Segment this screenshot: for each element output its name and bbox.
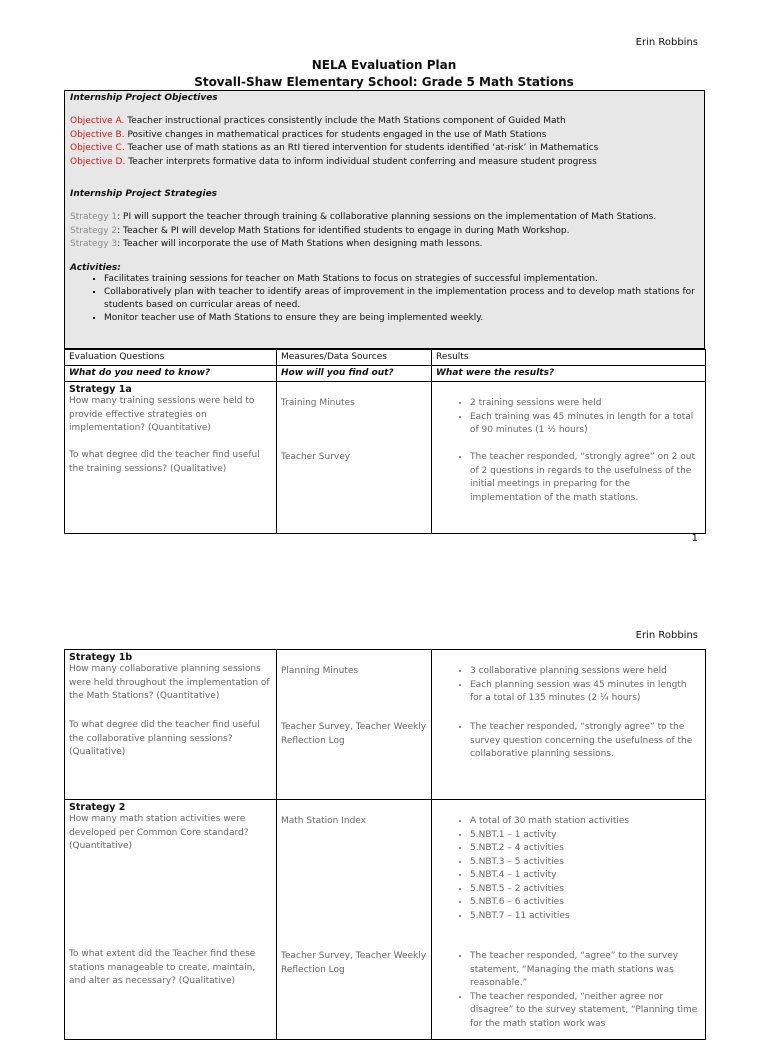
column-header: Measures/Data Sources: [277, 350, 432, 366]
question-cell: [65, 650, 277, 800]
result-item: • 5.NBT.3 – 5 activities: [470, 856, 701, 870]
strategy-label: Strategy 1a: [69, 384, 132, 395]
results-list: [436, 721, 701, 762]
result-item: • 5.NBT.5 – 2 activities: [470, 883, 701, 897]
result-item: • 5.NBT.1 – 1 activity: [470, 829, 701, 843]
question-text: How many training sessions were held to provide effective strategies on implementation? (Quantitative): [69, 396, 255, 433]
activity-item: ▪ Monitor teacher use of Math Stations to ensure they are being implemented weekly.: [104, 312, 699, 325]
result-item: • The teacher responded, “strongly agree” to the survey question concerning the usefulness of the collaborative planning sessions.: [470, 721, 701, 762]
question-cell: [65, 800, 277, 1040]
activity-item: ▪ Facilitates training sessions for teacher on Math Stations to focus on strategies of successful implementation.: [104, 273, 699, 286]
objective-text: Teacher use of math stations as an RtI tiered intervention for students identified ‘at-risk’ in Mathematics: [124, 143, 599, 153]
table-subheader-row: [65, 366, 706, 382]
activities-heading: Activities:: [70, 262, 121, 273]
results-list: [436, 397, 701, 451]
author-name: Erin Robbins: [635, 630, 698, 641]
strategy-label: Strategy 3: [70, 239, 118, 249]
strategy-text: : Teacher will incorporate the use of Math Stations when designing math lessons.: [117, 239, 483, 249]
objective-c: [70, 142, 699, 156]
strategy-label: Strategy 2: [70, 225, 118, 236]
objective-b: [70, 129, 699, 143]
objective-text: Teacher instructional practices consistently include the Math Stations component of Guided Math: [124, 116, 566, 126]
author-name: Erin Robbins: [635, 37, 698, 48]
strategies-box: [64, 187, 705, 349]
result-item: • A total of 30 math station activities: [470, 815, 701, 829]
table-row-strategy-2: [65, 800, 706, 1040]
measure-text: Planning Minutes: [281, 666, 359, 676]
result-item: • 3 collaborative planning sessions were held: [470, 665, 701, 679]
strategy-1: [70, 211, 699, 225]
strategy-label: Strategy 2: [69, 802, 126, 813]
measure-text: Teacher Survey: [281, 452, 351, 462]
column-subheader: What do you need to know?: [65, 366, 277, 382]
result-item: • The teacher responded, “agree” to the survey statement, “Managing the math stations was reasonable.”: [470, 950, 701, 991]
objectives-heading: Internship Project Objectives: [70, 93, 218, 103]
objective-a: [70, 115, 699, 129]
evaluation-table: [64, 349, 706, 534]
question-text: To what extent did the Teacher find these stations manageable to create, maintain, and alter as necessary? (Qualitative): [69, 949, 256, 986]
measure-text: Training Minutes: [281, 398, 355, 408]
objective-label: Objective C.: [70, 143, 125, 153]
result-item: • The teacher responded, “neither agree nor disagree” to the survey statement, “Planning time for the math station work was: [470, 991, 701, 1032]
measure-text: Teacher Survey, Teacher Weekly Reflection Log: [281, 722, 427, 746]
objective-label: Objective D.: [70, 156, 126, 167]
objectives-box: [64, 90, 705, 188]
measure-cell: [277, 800, 432, 1040]
results-list: [436, 950, 701, 1031]
strategy-label: Strategy 1: [70, 212, 118, 222]
strategy-text: : PI will support the teacher through training & collaborative planning sessions on the implementation of Math Stations.: [117, 212, 657, 222]
result-item: • Each planning session was 45 minutes in length for a total of 135 minutes (2 ¼ hours): [470, 679, 701, 706]
objective-label: Objective B.: [70, 129, 125, 140]
question-cell: [65, 382, 277, 534]
objective-text: Teacher interprets formative data to inform individual student conferring and measure student progress: [125, 156, 597, 167]
activity-item: ▪ Collaboratively plan with teacher to identify areas of improvement in the implementation process and to develop math stations for students based on curricular areas of need.: [104, 286, 699, 312]
strategy-label: Strategy 1b: [69, 652, 133, 663]
strategy-text: : Teacher & PI will develop Math Stations for identified students to engage in during Math Workshop.: [117, 225, 570, 236]
objective-d: [70, 156, 699, 170]
results-list: [436, 451, 701, 505]
question-text: How many collaborative planning sessions were held throughout the implementation of the Math Stations? (Quantitative): [69, 664, 270, 701]
result-item: • 2 training sessions were held: [470, 397, 701, 411]
column-subheader: How will you find out?: [277, 366, 432, 382]
objective-label: Objective A.: [70, 116, 125, 126]
document-subtitle: Stovall-Shaw Elementary School: Grade 5 Math Stations: [194, 75, 574, 89]
table-row-strategy-1b: [65, 650, 706, 800]
column-subheader: What were the results?: [432, 366, 706, 382]
question-text: To what degree did the teacher find useful the collaborative planning sessions? (Qualitative): [69, 720, 260, 757]
evaluation-table-continued: [64, 649, 706, 1040]
result-item: • 5.NBT.6 – 6 activities: [470, 896, 701, 910]
measure-cell: [277, 650, 432, 800]
document-title: NELA Evaluation Plan: [311, 58, 457, 72]
measure-text: Math Station Index: [281, 816, 367, 826]
measure-text: Teacher Survey, Teacher Weekly Reflection Log: [281, 951, 427, 975]
result-item: • 5.NBT.2 – 4 activities: [470, 842, 701, 856]
measure-cell: [277, 382, 432, 534]
page-number: 1: [691, 533, 698, 544]
question-text: To what degree did the teacher find useful the training sessions? (Qualitative): [69, 450, 260, 474]
objective-text: Positive changes in mathematical practices for students engaged in the use of Math Stations: [124, 129, 547, 140]
results-list: [436, 815, 701, 937]
results-cell: [432, 382, 706, 534]
result-item: • The teacher responded, “strongly agree” on 2 out of 2 questions in regards to the usefulness of the initial meetings in preparing for the implementation of the math stations.: [470, 451, 701, 505]
result-item: • 5.NBT.7 – 11 activities: [470, 910, 701, 924]
activities-list: [70, 273, 699, 325]
column-header: Evaluation Questions: [65, 350, 277, 366]
results-list: [436, 665, 701, 721]
page-2: [0, 620, 768, 1029]
strategy-2: [70, 225, 699, 239]
results-cell: [432, 650, 706, 800]
result-item: • Each training was 45 minutes in length for a total of 90 minutes (1 ½ hours): [470, 411, 701, 438]
result-item: • 5.NBT.4 – 1 activity: [470, 869, 701, 883]
column-header: Results: [432, 350, 706, 366]
strategy-3: [70, 238, 699, 252]
table-row-strategy-1a: [65, 382, 706, 534]
question-text: How many math station activities were developed per Common Core standard? (Quantitative): [69, 814, 249, 851]
results-cell: [432, 800, 706, 1040]
page-gap: [0, 560, 768, 620]
strategies-heading: Internship Project Strategies: [70, 189, 218, 199]
table-header-row: [65, 350, 706, 366]
